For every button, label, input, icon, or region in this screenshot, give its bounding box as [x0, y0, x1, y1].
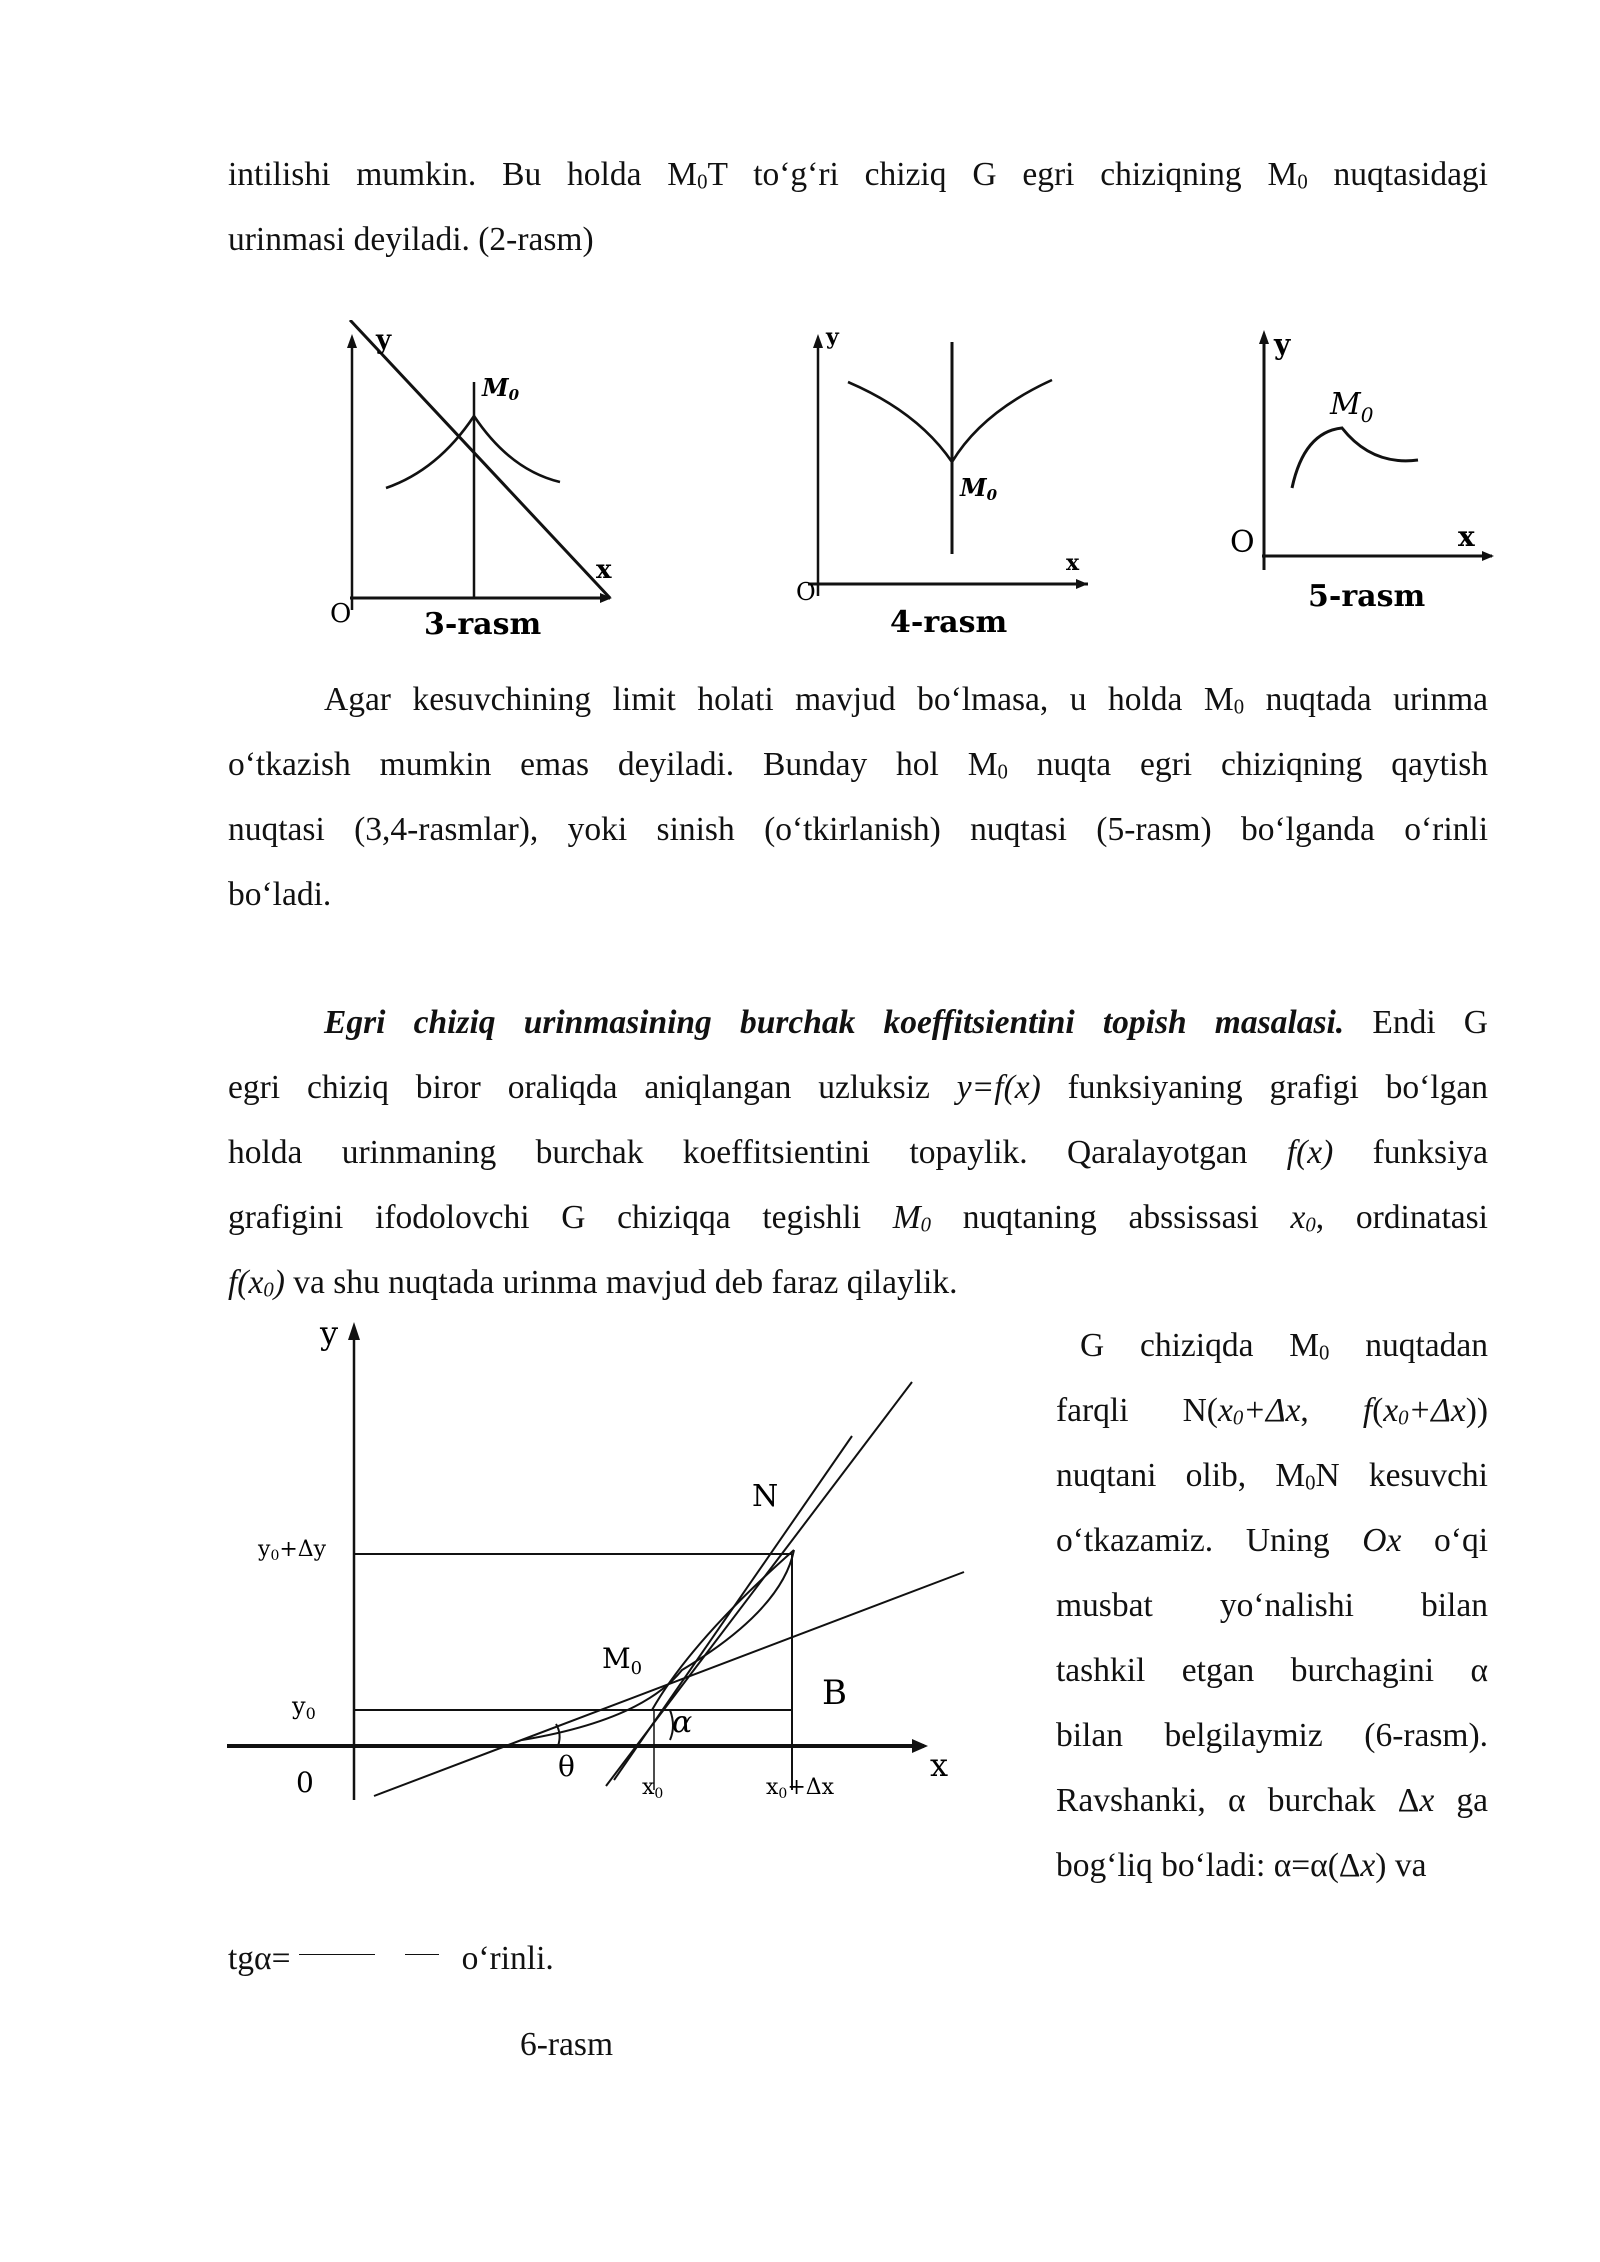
side-line-3: nuqtani olib, $M_0N$ kesuvchi [1056, 1457, 1488, 1495]
origin-label: O [1230, 525, 1255, 560]
caption-6: 6-rasm [520, 2026, 614, 2063]
origin-label: O [796, 578, 816, 606]
m0-label: $M_0$ [1330, 387, 1374, 427]
x-label: x [596, 555, 612, 585]
paragraph-3-line-1: Egri chiziq urinmasining burchak koeffitsientini topish masalasi. Endi G [324, 1004, 1488, 1041]
y-label: y [320, 1314, 339, 1352]
figure-4 [778, 322, 1098, 642]
paragraph-3-line-5: $f(x_0)$ va shu nuqtada urinma mavjud deb faraz qilaylik. [228, 1264, 958, 1302]
figure-6 [222, 1310, 982, 1830]
tg-tail: o‘rinli. [461, 1940, 554, 1977]
origin-label: O [330, 599, 352, 629]
y0-label: $y_0$ [292, 1692, 316, 1723]
y-label: y [1274, 328, 1291, 361]
tg-lead: tgα= [228, 1940, 291, 1977]
alpha-label: α [672, 1705, 693, 1740]
side-line-7: bilan belgilaymiz (6-rasm). [1056, 1717, 1488, 1754]
side-line-8: Ravshanki, α burchak Δx ga [1056, 1782, 1488, 1819]
paragraph-3 [228, 990, 1488, 1315]
b-label: B [822, 1673, 847, 1713]
m0-label: $M_0$ [602, 1642, 643, 1679]
x0-label: x0 [642, 1775, 664, 1802]
side-line-4: o‘tkazamiz. Uning Ox o‘qi [1056, 1522, 1488, 1559]
fraction-bar-2 [405, 1954, 439, 1955]
caption-4: 4-rasm [890, 605, 1008, 640]
side-line-9: bog‘liq bo‘ladi: α=α(Δx) va [1056, 1847, 1427, 1884]
side-line-6: tashkil etgan burchagini α [1056, 1652, 1488, 1689]
side-line-1: G chiziqda $M_0$ nuqtadan [1080, 1327, 1489, 1365]
paragraph-3-line-4: grafigini ifodolovchi G chiziqqa tegishli $M_0$ nuqtaning abssissasi $x_0$, ordinatasi [228, 1199, 1488, 1237]
m0-label: M0 [960, 473, 998, 504]
paragraph-3-line-2: egri chiziq biror oraliqda aniqlangan uzluksiz y=f(x) funksiyaning grafigi bo‘lgan [228, 1069, 1488, 1106]
paragraph-2-line-4: bo‘ladi. [228, 876, 332, 913]
fraction-bar-1 [299, 1954, 375, 1955]
x-label: x [1458, 520, 1475, 553]
paragraph-2-line-2: o‘tkazish mumkin emas deyiladi. Bunday hol $M_0$ nuqta egri chiziqning qaytish [228, 746, 1488, 784]
y-label: y [376, 325, 392, 355]
section-heading: Egri chiziq urinmasining burchak koeffitsientini topish masalasi. [324, 1004, 1345, 1041]
y-label: y [826, 324, 839, 350]
paragraph-2-line-3: nuqtasi (3,4-rasmlar), yoki sinish (o‘tkirlanish) nuqtasi (5-rasm) bo‘lganda o‘rinli [228, 811, 1488, 848]
side-line-5: musbat yo‘nalishi bilan [1056, 1587, 1488, 1624]
paragraph-2 [228, 667, 1488, 927]
x0dx-label: x0+Δx [766, 1775, 835, 1802]
paragraph-1-line-1: intilishi mumkin. Bu holda $M_0T$ to‘g‘ri chiziq G egri chiziqning $M_0$ nuqtasidagi [228, 156, 1488, 194]
caption-5: 5-rasm [1308, 579, 1426, 614]
side-text [1056, 1313, 1488, 1898]
theta-label: θ [558, 1750, 575, 1783]
curve [1292, 428, 1418, 488]
x-label: x [1066, 550, 1080, 576]
figure-5 [1222, 320, 1502, 630]
n-label: N [752, 1479, 779, 1514]
paragraph-1-line-2: urinmasi deyiladi. (2-rasm) [228, 221, 594, 258]
y0dy-label: y0+Δy [258, 1537, 327, 1564]
paragraph-1 [228, 142, 1488, 272]
secant-line-2 [606, 1382, 912, 1786]
origin-label: 0 [296, 1766, 314, 1799]
caption-3: 3-rasm [424, 607, 542, 640]
paragraph-2-line-1: Agar kesuvchining limit holati mavjud bo‘lmasa, u holda $M_0$ nuqtada urinma [324, 681, 1489, 719]
paragraph-3-line-3: holda urinmaning burchak koeffitsientini topaylik. Qaralayotgan f(x) funksiya [228, 1134, 1488, 1171]
curve [848, 380, 1052, 462]
figure-3 [320, 320, 640, 640]
m0-label: M0 [482, 373, 520, 404]
side-line-2: farqli $N(x_0+\Delta x$, $f(x_0+\Delta x)$) [1056, 1392, 1488, 1430]
tg-line [228, 1940, 554, 1978]
x-label: x [930, 1746, 949, 1784]
